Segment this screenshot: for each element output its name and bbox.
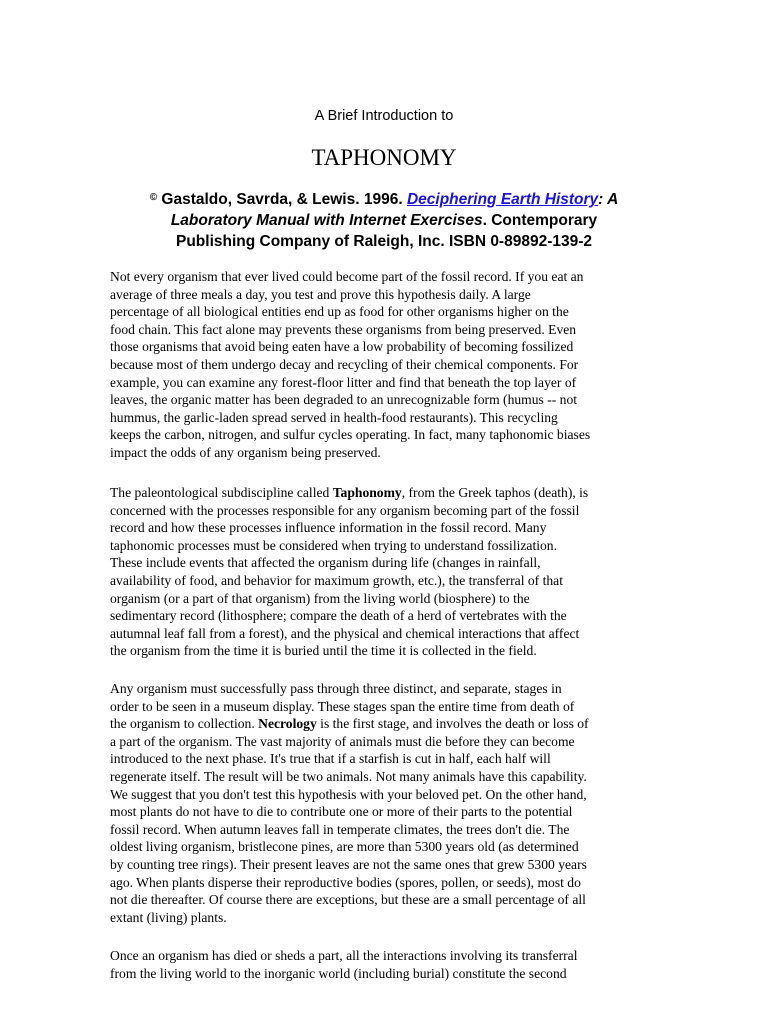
text-line: not die thereafter. Of course there are exceptions, but these are a small percentage of all [110,892,586,908]
text-line: organism (or a part of that organism) from the living world (biosphere) to the [110,590,530,606]
text-line: most plants do not have to die to contribute one or more of their parts to the potential [110,804,573,820]
text-line: regenerate itself. The result will be two animals. Not many animals have this capability. [110,768,587,784]
document-title: TAPHONOMY [311,145,457,170]
text-line: leaves, the organic matter has been degraded to an unrecognizable form (humus -- not [110,392,578,408]
text-line [110,484,662,502]
document-subtitle: A Brief Introduction to [314,108,454,124]
text-line: These include events that affected the organism during life (changes in rainfall, [110,555,541,571]
text-run: is the first stage, and involves the death or loss of [316,716,589,732]
text-line: from the living world to the inorganic world (including burial) constitute the second [110,965,567,981]
text-line: Once an organism has died or sheds a part, all the interactions involving its transferral [110,948,578,963]
text-run: , from the Greek taphos (death), is [401,485,589,500]
text-line: example, you can examine any forest-floor litter and find that beneath the top layer of [110,374,577,390]
text-line: food chain. This fact alone may prevents these organisms from being preserved. Even [110,321,577,337]
text-line: availability of food, and behavior for maximum growth, etc.), the transferral of that [110,572,563,588]
text-line [110,715,662,733]
copyright-symbol: © [149,192,158,203]
text-line: fossil record. When autumn leaves fall in temperate climates, the trees don't die. The [110,821,570,837]
text-line: taphonomic processes must be considered when trying to understand fossilization. [110,537,557,553]
text-line: average of three meals a day, you test and prove this hypothesis daily. A large [110,286,531,302]
term-taphonomy: Taphonomy [332,485,402,500]
text-line: those organisms that avoid being eaten have a low probability of becoming fossilized [110,339,574,355]
text-line: percentage of all biological entities end up as food for other organisms higher on the [110,304,569,320]
paragraph-intro [110,268,662,462]
text-run: the organism to collection. [110,716,259,732]
text-line: introduced to the next phase. It's true that if a starfish is cut in half, each half will [110,751,551,767]
text-line: Any organism must successfully pass through three distinct, and separate, stages in [110,681,562,696]
text-line: a part of the organism. The vast majority of animals must die before they can become [110,733,575,749]
paragraph-taphonomy-definition [110,484,662,660]
citation-subtitle: Laboratory Manual with Internet Exercises [170,212,483,229]
text-line: ago. When plants disperse their reproductive bodies (spores, pollen, or seeds), most do [110,874,581,890]
book-title-link[interactable]: Deciphering Earth History [406,191,599,208]
citation-publisher-start: . Contemporary [482,212,598,229]
text-line: concerned with the processes responsible for any organism becoming part of the fossil [110,502,580,518]
text-line: Not every organism that ever lived could become part of the fossil record. If you eat an [110,269,584,284]
citation-publisher: Publishing Company of Raleigh, Inc. ISBN 0-89892-139-2 [175,233,593,250]
citation-block [108,189,660,252]
text-line: keeps the carbon, nitrogen, and sulfur cycles operating. In fact, many taphonomic biases [110,427,591,443]
citation-book-rest: : A [598,191,619,208]
text-line: by counting tree rings). Their present leaves are not the same ones that grew 5300 years [110,856,587,872]
text-line: sedimentary record (lithosphere; compare the death of a herd of vertebrates with the [110,608,567,624]
text-line: impact the odds of any organism being preserved. [110,444,381,460]
text-line: oldest living organism, bristlecone pines, are more than 5300 years old (as determined [110,839,579,855]
text-line: hummus, the garlic-laden spread served in health-food restaurants). This recycling [110,409,558,425]
text-line: because most of them undergo decay and recycling of their chemical components. For [110,356,579,372]
paragraph-transferral [110,947,662,982]
text-line: autumnal leaf fall from a forest), and the physical and chemical interactions that affect [110,625,580,641]
text-line: record and how these processes influence information in the fossil record. Many [110,520,547,536]
text-line: the organism from the time it is buried until the time it is collected in the field. [110,643,537,659]
citation-authors: Gastaldo, Savrda, & Lewis. 1996. [157,191,407,208]
text-line: We suggest that you don't test this hypothesis with your beloved pet. On the other hand, [110,786,587,802]
term-necrology: Necrology [258,716,317,732]
text-line: order to be seen in a museum display. These stages span the entire time from death of [110,698,575,714]
text-line: extant (living) plants. [110,909,227,925]
paragraph-stages [110,680,662,926]
text-run: The paleontological subdiscipline called [110,485,333,500]
